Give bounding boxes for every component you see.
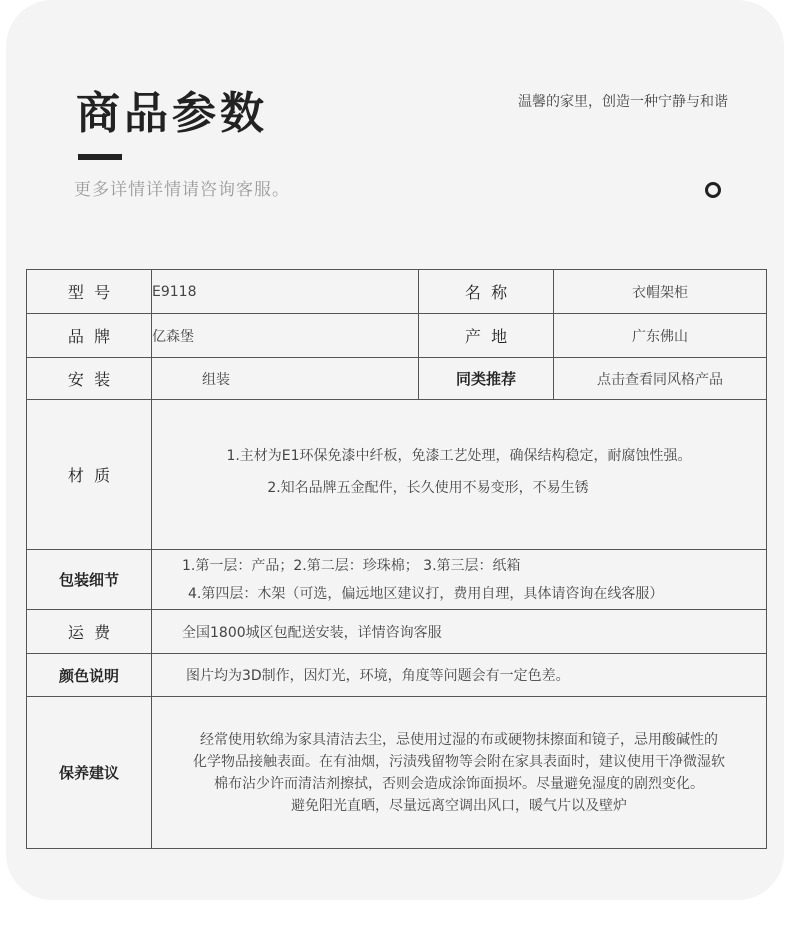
care-line: 避免阳光直晒，尽量远离空调出风口，暖气片以及壁炉 <box>291 797 627 814</box>
table-row <box>27 697 767 849</box>
parameter-table <box>26 269 767 849</box>
shipping-label: 运 费 <box>27 610 152 654</box>
shipping-value: 全国1800城区包配送安装，详情咨询客服 <box>152 610 767 654</box>
name-value: 衣帽架柜 <box>554 270 767 314</box>
page-title: 商品参数 <box>76 88 268 139</box>
packing-value <box>152 550 767 610</box>
care-line: 化学物品接触表面。在有油烟，污渍残留物等会附在家具表面时，建议使用干净微湿软 <box>193 753 725 770</box>
subtitle: 更多详情详情请咨询客服。 <box>74 180 290 200</box>
similar-label: 同类推荐 <box>419 358 554 400</box>
brand-label: 品 牌 <box>27 314 152 358</box>
similar-products-link[interactable]: 点击查看同风格产品 <box>554 358 767 400</box>
install-label: 安 装 <box>27 358 152 400</box>
table-row <box>27 270 767 314</box>
packing-label: 包装细节 <box>27 550 152 610</box>
material-label: 材 质 <box>27 400 152 550</box>
tagline: 温馨的家里，创造一种宁静与和谐 <box>518 94 728 110</box>
packing-line: 1.第一层：产品；2.第二层：珍珠棉； 3.第三层：纸箱 <box>182 557 521 574</box>
care-value <box>152 697 767 849</box>
name-label: 名 称 <box>419 270 554 314</box>
model-value: E9118 <box>152 270 419 314</box>
color-label: 颜色说明 <box>27 654 152 697</box>
table-row <box>27 400 767 550</box>
origin-label: 产 地 <box>419 314 554 358</box>
table-row <box>27 610 767 654</box>
material-line: 2.知名品牌五金配件，长久使用不易变形，不易生锈 <box>267 479 589 496</box>
material-line: 1.主材为E1环保免漆中纤板，免漆工艺处理，确保结构稳定，耐腐蚀性强。 <box>226 447 692 464</box>
table-row <box>27 314 767 358</box>
table-row <box>27 654 767 697</box>
table-row <box>27 550 767 610</box>
care-label: 保养建议 <box>27 697 152 849</box>
care-line: 经常使用软绵为家具清洁去尘，忌使用过湿的布或硬物抹擦面和镜子，忌用酸碱性的 <box>200 731 718 748</box>
care-line: 棉布沾少许而清洁剂擦拭，否则会造成涂饰面损坏。尽量避免湿度的剧烈变化。 <box>214 775 704 792</box>
packing-line: 4.第四层：木架（可选，偏远地区建议打，费用自理，具体请咨询在线客服） <box>188 585 664 602</box>
install-value: 组装 <box>152 358 419 400</box>
color-value: 图片均为3D制作，因灯光，环境，角度等问题会有一定色差。 <box>152 654 767 697</box>
model-label: 型 号 <box>27 270 152 314</box>
title-underline <box>78 154 122 160</box>
circle-icon <box>705 182 721 198</box>
brand-value: 亿森堡 <box>152 314 419 358</box>
material-value <box>152 400 767 550</box>
origin-value: 广东佛山 <box>554 314 767 358</box>
table-row <box>27 358 767 400</box>
